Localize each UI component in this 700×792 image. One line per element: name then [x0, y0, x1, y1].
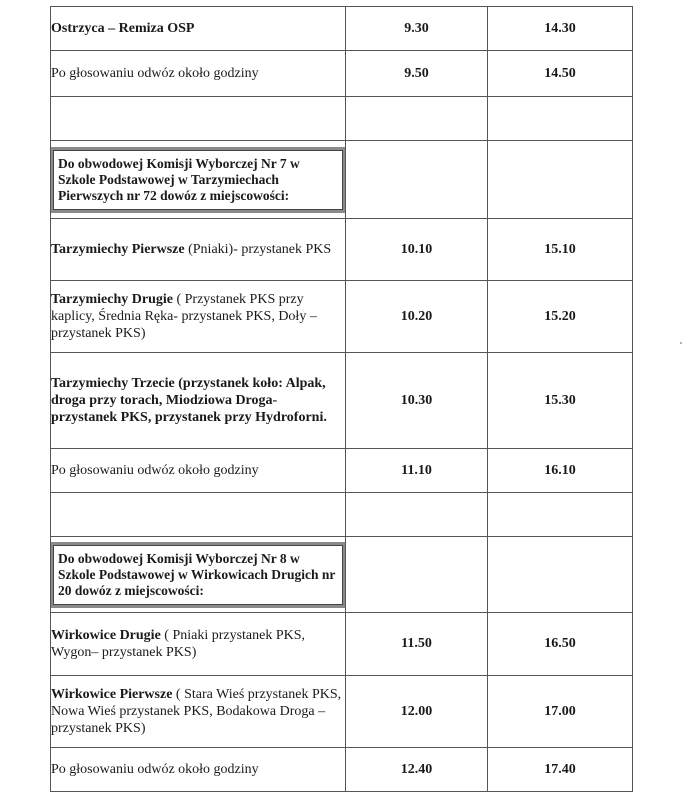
empty-cell: [488, 493, 633, 537]
departure-time: 9.50: [346, 51, 488, 97]
empty-cell: [346, 537, 488, 613]
place-name: Tarzymiechy Pierwsze: [51, 242, 185, 257]
return-time: 14.50: [488, 51, 633, 97]
section-header-cell: [51, 141, 346, 219]
return-time: 15.30: [488, 353, 633, 449]
place-cell: [51, 353, 346, 449]
departure-time: 10.10: [346, 219, 488, 281]
place-cell: [51, 748, 346, 792]
place-name: Tarzymiechy Drugie: [51, 292, 173, 307]
table-row: [51, 676, 633, 748]
place-detail: ( Przystanek PKS przy kaplicy, Średnia Ręka- przystanek PKS, Doły – przystanek PKS): [51, 292, 317, 341]
place-name: Tarzymiechy Trzecie (przystanek koło: Alpak, droga przy torach, Miodziowa Droga- przystanek PKS, przystanek przy Hydroforni.: [51, 376, 327, 425]
table-row-empty: [51, 493, 633, 537]
schedule-table: [50, 6, 633, 792]
place-cell: [51, 449, 346, 493]
departure-time: 9.30: [346, 7, 488, 51]
empty-cell: [346, 493, 488, 537]
table-row: [51, 51, 633, 97]
table-row: [51, 281, 633, 353]
departure-time: 12.40: [346, 748, 488, 792]
place-detail: Po głosowaniu odwóz około godziny: [51, 66, 259, 81]
place-cell: [51, 613, 346, 676]
departure-time: 10.30: [346, 353, 488, 449]
empty-cell: [51, 493, 346, 537]
section-header: Do obwodowej Komisji Wyborczej Nr 7 w Szkole Podstawowej w Tarzymiechach Pierwszych nr 72 dowóz z miejscowości:: [53, 150, 343, 210]
departure-time: 10.20: [346, 281, 488, 353]
place-cell: [51, 676, 346, 748]
departure-time: 11.10: [346, 449, 488, 493]
place-cell: [51, 7, 346, 51]
place-detail: Po głosowaniu odwóz około godziny: [51, 762, 259, 777]
table-row: [51, 613, 633, 676]
place-detail: ( Pniaki przystanek PKS, Wygon– przystanek PKS): [51, 628, 306, 660]
place-cell: [51, 281, 346, 353]
place-detail: ( Stara Wieś przystanek PKS, Nowa Wieś przystanek PKS, Bodakowa Droga – przystanek PKS): [51, 687, 342, 736]
empty-cell: [488, 537, 633, 613]
table-row-empty: [51, 97, 633, 141]
place-detail: (Pniaki)- przystanek PKS: [184, 242, 332, 257]
return-time: 17.40: [488, 748, 633, 792]
return-time: 16.50: [488, 613, 633, 676]
empty-cell: [488, 141, 633, 219]
return-time: 16.10: [488, 449, 633, 493]
table-row: [51, 7, 633, 51]
return-time: 14.30: [488, 7, 633, 51]
section-header: Do obwodowej Komisji Wyborczej Nr 8 w Szkole Podstawowej w Wirkowicach Drugich nr 20 dowóz z miejscowości:: [53, 545, 343, 605]
departure-time: 12.00: [346, 676, 488, 748]
empty-cell: [488, 97, 633, 141]
empty-cell: [51, 97, 346, 141]
place-name: Wirkowice Pierwsze: [51, 687, 173, 702]
table-row-section-header: [51, 537, 633, 613]
scan-speck: [680, 342, 682, 344]
place-detail: Po głosowaniu odwóz około godziny: [51, 463, 259, 478]
table-row: [51, 219, 633, 281]
return-time: 17.00: [488, 676, 633, 748]
table-row: [51, 353, 633, 449]
return-time: 15.10: [488, 219, 633, 281]
table-row: [51, 748, 633, 792]
table-row: [51, 449, 633, 493]
departure-time: 11.50: [346, 613, 488, 676]
empty-cell: [346, 141, 488, 219]
place-name: Ostrzyca – Remiza OSP: [51, 21, 195, 36]
place-name: Wirkowice Drugie: [51, 628, 161, 643]
return-time: 15.20: [488, 281, 633, 353]
place-cell: [51, 51, 346, 97]
place-cell: [51, 219, 346, 281]
section-header-cell: [51, 537, 346, 613]
empty-cell: [346, 97, 488, 141]
table-row-section-header: [51, 141, 633, 219]
